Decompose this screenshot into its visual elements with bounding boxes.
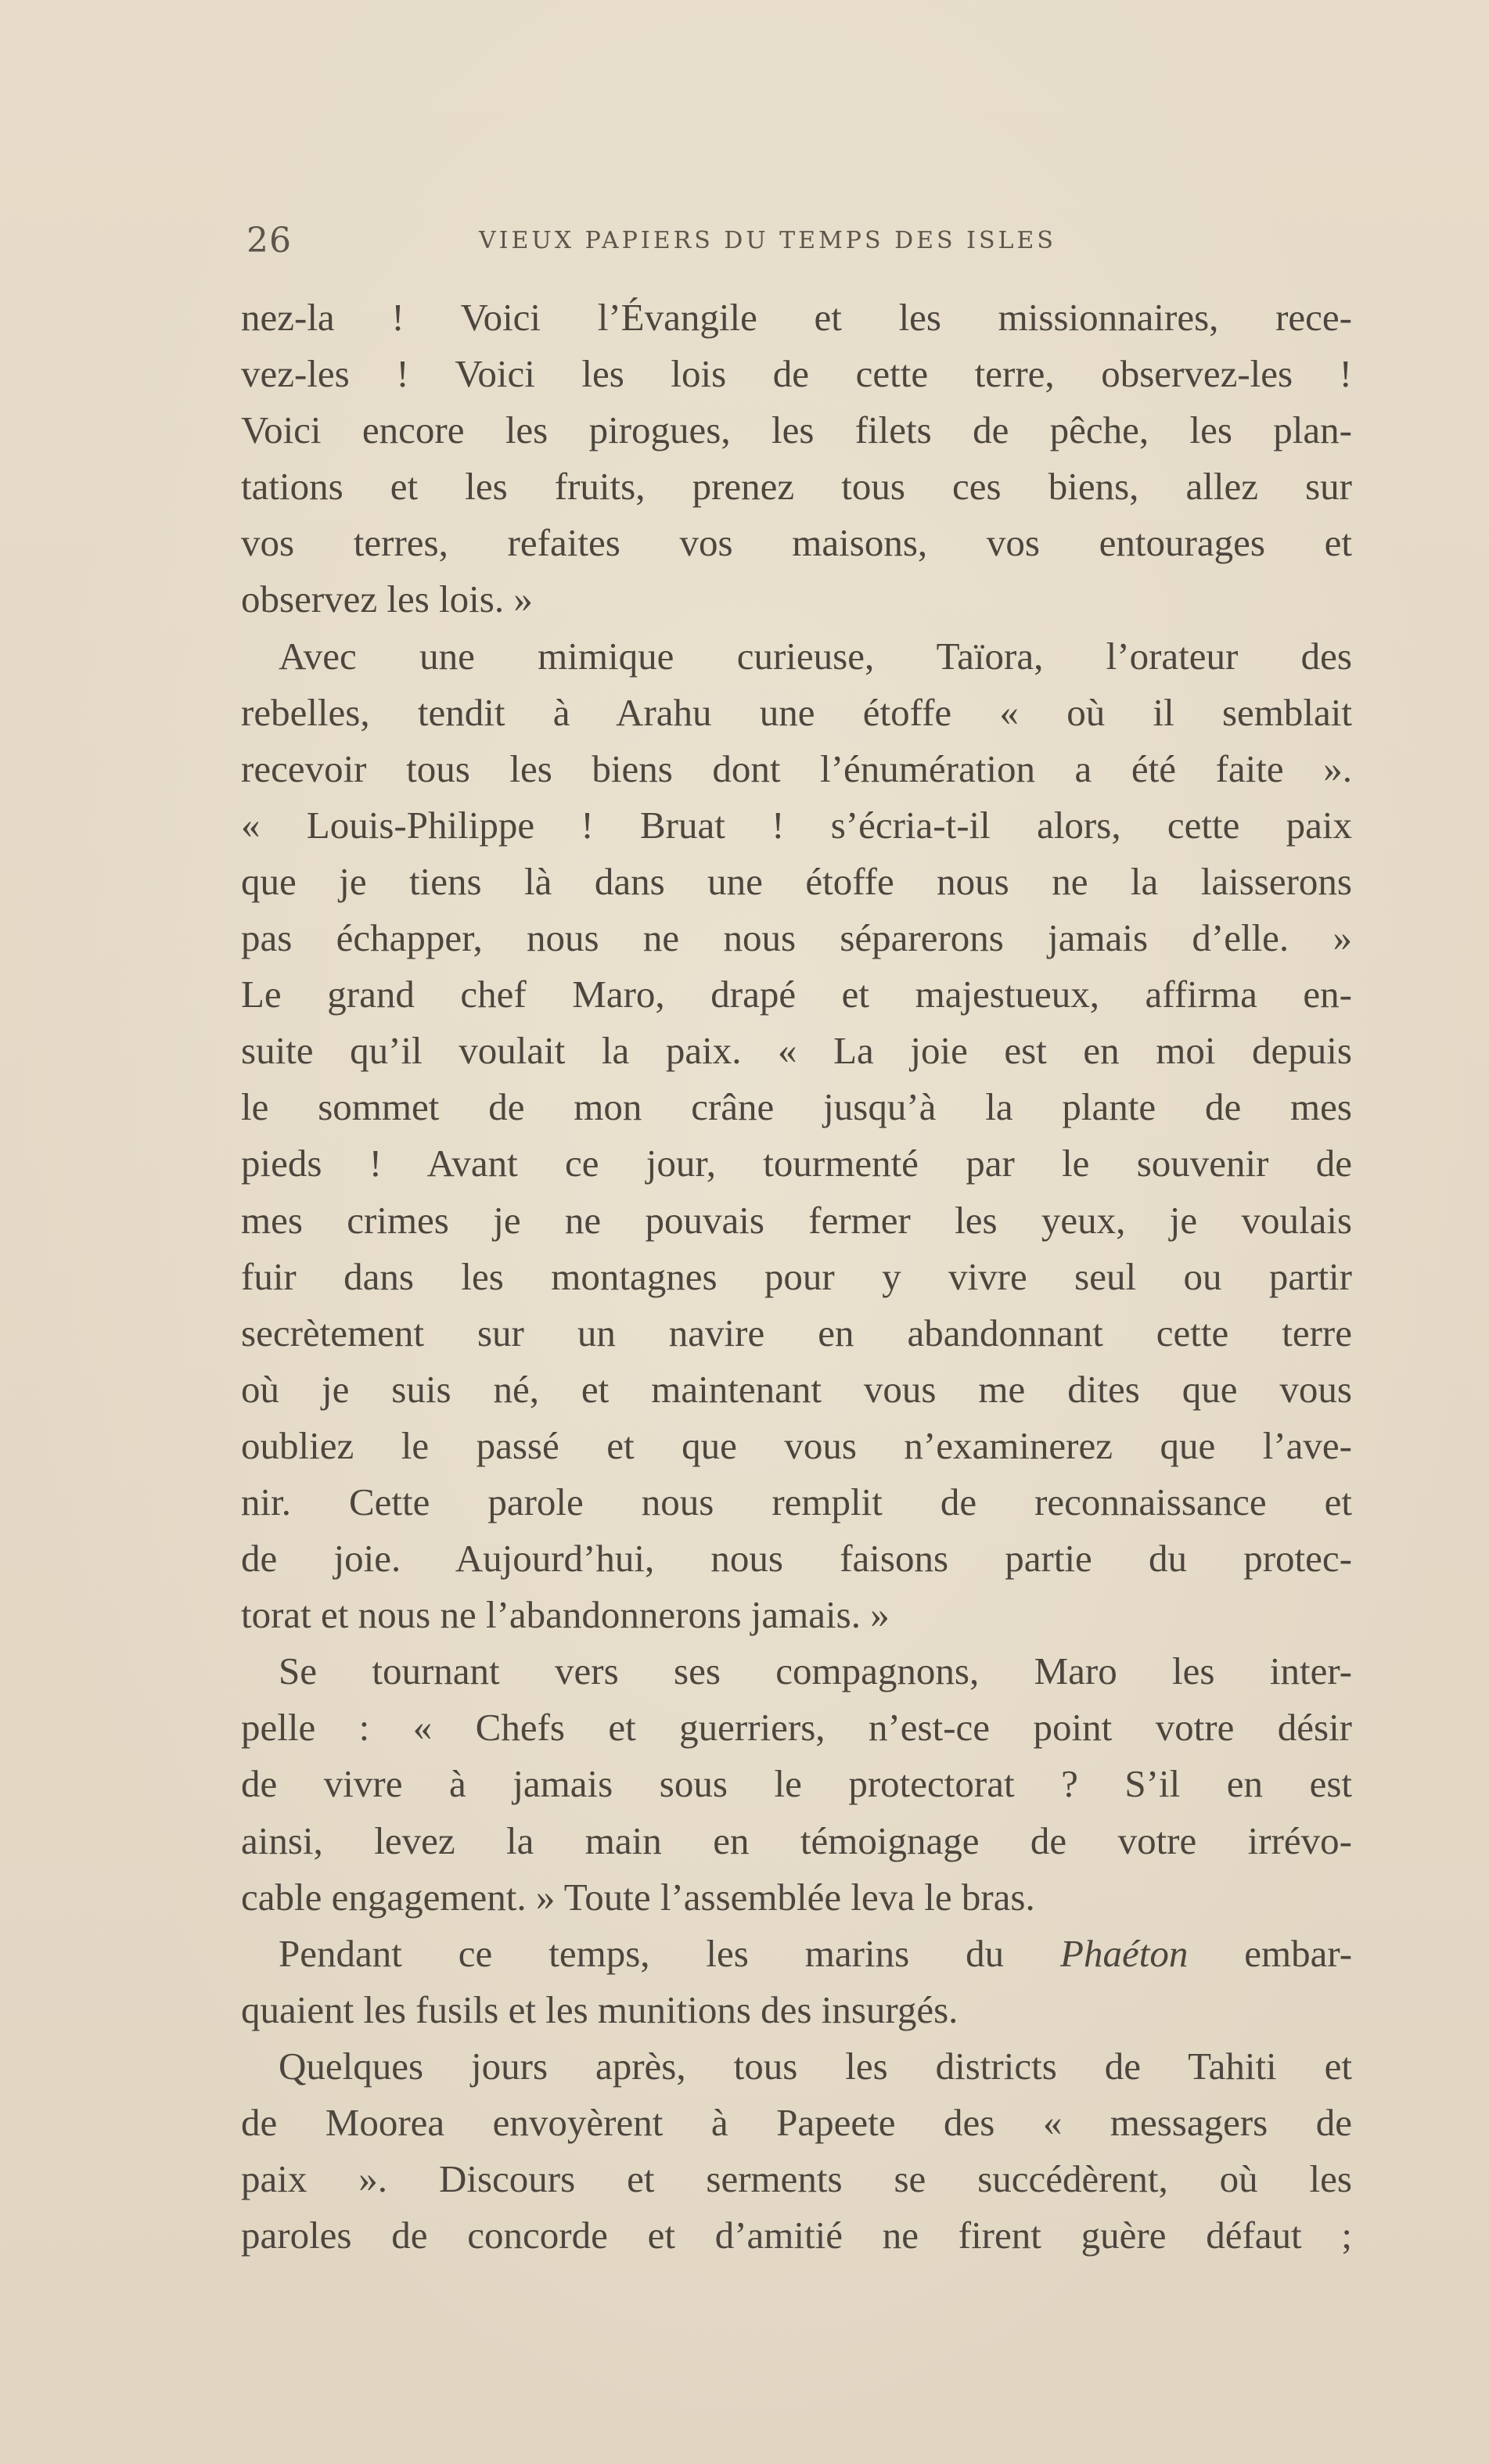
text-line: pas échapper, nous ne nous séparerons jamais d’elle. » — [241, 916, 1352, 960]
text-line: Voici encore les pirogues, les filets de pêche, les plan- — [241, 408, 1352, 452]
text-line: tations et les fruits, prenez tous ces biens, allez sur — [241, 465, 1352, 509]
text-line: Se tournant vers ses compagnons, Maro les inter- — [279, 1649, 1352, 1693]
text-fragment: embar- — [1244, 1931, 1353, 1975]
text-line: mes crimes je ne pouvais fermer les yeux, je voulais — [241, 1198, 1352, 1242]
text-line: observez les lois. » — [241, 577, 533, 621]
text-line: rebelles, tendit à Arahu une étoffe « où il semblait — [241, 690, 1352, 734]
ship-name: Phaéton — [1060, 1931, 1189, 1975]
running-title: VIEUX PAPIERS DU TEMPS DES ISLES — [479, 227, 1056, 254]
text-line: Quelques jours après, tous les districts de Tahiti et — [279, 2044, 1352, 2088]
text-line: de vivre à jamais sous le protectorat ? S’il en est — [241, 1762, 1352, 1806]
text-line: oubliez le passé et que vous n’examinerez que l’ave- — [241, 1423, 1352, 1467]
text-line: ainsi, levez la main en témoignage de votre irrévo- — [241, 1818, 1352, 1862]
text-line: quaient les fusils et les munitions des insurgés. — [241, 1987, 958, 2031]
text-line: paroles de concorde et d’amitié ne firent guère défaut ; — [241, 2214, 1352, 2257]
text-line: recevoir tous les biens dont l’énumération a été faite ». — [241, 746, 1352, 790]
text-line: Le grand chef Maro, drapé et majestueux, affirma en- — [241, 973, 1352, 1016]
text-line: secrètement sur un navire en abandonnant cette terre — [241, 1311, 1352, 1354]
text-line: de Moorea envoyèrent à Papeete des « messagers de — [241, 2101, 1352, 2144]
text-line: où je suis né, et maintenant vous me dites que vous — [241, 1367, 1352, 1411]
text-line: torat et nous ne l’abandonnerons jamais. » — [241, 1593, 890, 1637]
text-line: pieds ! Avant ce jour, tourmenté par le souvenir de — [241, 1142, 1352, 1185]
text-fragment: Pendant ce temps, les marins du — [279, 1931, 1005, 1975]
text-line: fuir dans les montagnes pour y vivre seul ou partir — [241, 1254, 1352, 1298]
text-line: Avec une mimique curieuse, Taïora, l’orateur des — [279, 634, 1352, 678]
text-line: « Louis-Philippe ! Bruat ! s’écria-t-il alors, cette paix — [241, 803, 1352, 847]
text-line: cable engagement. » Toute l’assemblée leva le bras. — [241, 1875, 1035, 1919]
body-text — [241, 290, 1352, 2264]
text-line: suite qu’il voulait la paix. « La joie est en moi depuis — [241, 1029, 1352, 1073]
text-line: paix ». Discours et serments se succédèrent, où les — [241, 2157, 1352, 2201]
text-line: pelle : « Chefs et guerriers, n’est-ce point votre désir — [241, 1706, 1352, 1750]
text-line — [241, 1926, 1352, 1982]
text-line: de joie. Aujourd’hui, nous faisons partie du protec- — [241, 1537, 1352, 1581]
text-line: le sommet de mon crâne jusqu’à la plante de mes — [241, 1085, 1352, 1129]
text-line: nir. Cette parole nous remplit de reconnaissance et — [241, 1480, 1352, 1523]
text-line: vez-les ! Voici les lois de cette terre, observez-les ! — [241, 352, 1352, 396]
text-line: que je tiens là dans une étoffe nous ne la laisserons — [241, 859, 1352, 903]
text-line: nez-la ! Voici l’Évangile et les missionnaires, rece- — [241, 296, 1352, 339]
text-line: vos terres, refaites vos maisons, vos entourages et — [241, 521, 1352, 565]
page-number: 26 — [246, 221, 292, 261]
